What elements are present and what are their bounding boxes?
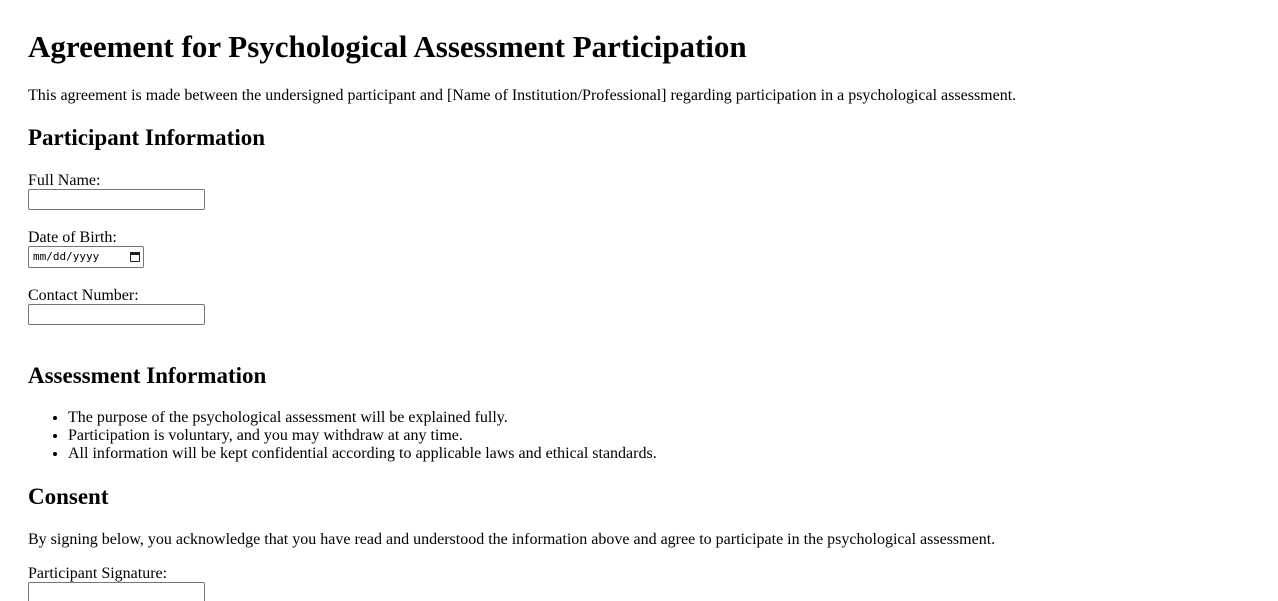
consent-statement: By signing below, you acknowledge that you have read and understood the information above and agree to participate in the psychological assessment. [28,531,996,548]
consent-heading: Consent [28,484,109,509]
signature-label: Participant Signature: [28,565,168,582]
date-of-birth-label: Date of Birth: [28,229,117,246]
full-name-label: Full Name: [28,172,101,189]
page-title: Agreement for Psychological Assessment Participation [28,29,747,64]
contact-number-input[interactable] [28,304,205,325]
list-item: • All information will be kept confidential according to applicable laws and ethical standards. [68,445,1068,463]
list-item: • Participation is voluntary, and you may withdraw at any time. [68,427,1068,445]
date-of-birth-input[interactable] [28,246,144,268]
signature-input[interactable] [28,582,205,601]
intro-paragraph: This agreement is made between the undersigned participant and [Name of Institution/Professional] regarding participation in a psychological assessment. [28,87,1017,104]
contact-number-label: Contact Number: [28,287,139,304]
list-item: • The purpose of the psychological assessment will be explained fully. [68,409,1068,427]
participant-information-heading: Participant Information [28,125,266,150]
date-of-birth-placeholder: mm/dd/yyyy [33,250,100,263]
calendar-icon[interactable] [130,252,140,262]
full-name-input[interactable] [28,189,205,210]
assessment-info-list [28,409,1068,463]
assessment-information-heading: Assessment Information [28,363,267,388]
